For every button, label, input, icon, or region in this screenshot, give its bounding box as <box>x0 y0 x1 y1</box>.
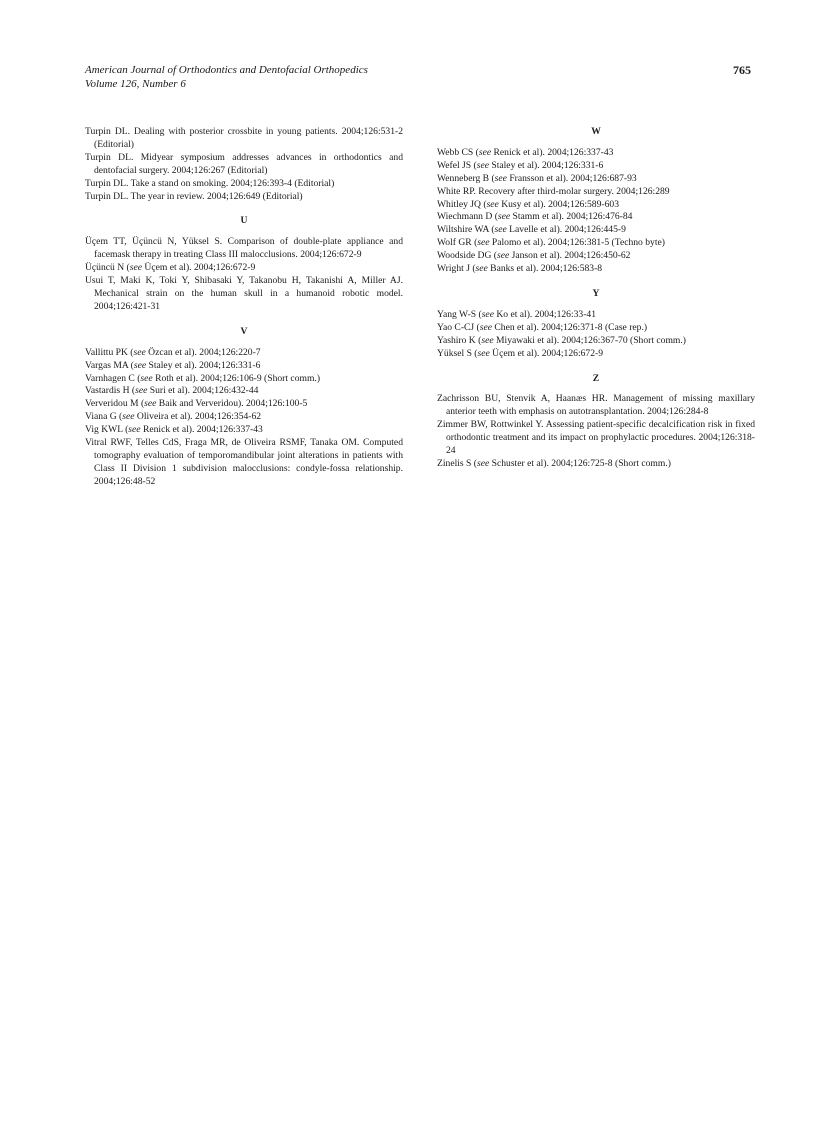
index-entry <box>437 309 755 322</box>
entry-text: Turpin DL. Take a stand on smoking. 2004;126:393-4 (Editorial) <box>85 177 335 189</box>
entry-text: Wefel JS ( <box>437 159 477 171</box>
section-letter: Z <box>592 372 600 384</box>
entry-text: Yashiro K ( <box>437 334 482 346</box>
see-reference: see <box>494 172 507 184</box>
index-entry <box>437 173 755 186</box>
see-reference: see <box>497 211 511 223</box>
entry-text: Banks et al). 2004;126:583-8 <box>487 263 603 275</box>
entry-text: Miyawaki et al). 2004;126:367-70 (Short comm.) <box>493 334 686 346</box>
section-letter: Y <box>592 287 600 299</box>
entry-text: Wenneberg B ( <box>437 172 495 184</box>
entry-text: Turpin DL. The year in review. 2004;126:649 (Editorial) <box>85 190 303 202</box>
entry-text: Varnhagen C ( <box>85 372 141 384</box>
entry-text: Vastardis H ( <box>85 385 136 397</box>
entry-text: Vig KWL ( <box>85 424 129 436</box>
index-entry <box>437 419 755 458</box>
index-entry <box>85 437 403 489</box>
index-entry <box>85 236 403 262</box>
index-entry <box>85 191 403 204</box>
entry-text: Wright J ( <box>437 263 476 275</box>
index-entry <box>437 393 755 419</box>
see-reference: see <box>496 250 510 262</box>
entry-text: Turpin DL. Midyear symposium addresses advances in orthodontics and dentofacial surgery. 2004;126:267 (Editorial) <box>85 151 403 176</box>
page-number: 765 <box>733 63 751 77</box>
left-column <box>85 126 403 489</box>
see-reference: see <box>133 346 146 358</box>
entry-text: Oliveira et al). 2004;126:354-62 <box>134 411 262 423</box>
entry-text: Webb CS ( <box>437 146 479 158</box>
index-entry <box>85 262 403 275</box>
entry-text: Yang W-S ( <box>437 308 482 320</box>
see-reference: see <box>478 146 492 158</box>
index-entry <box>437 322 755 335</box>
entry-text: Baik and Ververidou). 2004;126:100-5 <box>156 398 308 410</box>
see-reference: see <box>481 308 494 320</box>
entry-text: Chen et al). 2004;126:371-8 (Case rep.) <box>492 321 648 333</box>
index-entry <box>85 347 403 360</box>
entry-text: Zinelis S ( <box>437 457 477 469</box>
see-reference: see <box>475 263 488 275</box>
right-column <box>437 126 755 471</box>
entry-text: Vallittu PK ( <box>85 346 134 358</box>
index-entry <box>437 458 755 471</box>
index-entry <box>85 385 403 398</box>
see-reference: see <box>140 372 153 384</box>
volume-issue: Volume 126, Number 6 <box>85 78 186 90</box>
entry-text: Roth et al). 2004;126:106-9 (Short comm.) <box>152 372 321 384</box>
index-entry <box>85 424 403 437</box>
entry-text: Üçem et al). 2004;126:672-9 <box>489 347 603 359</box>
section-letter: U <box>240 215 248 227</box>
section-letter: V <box>240 325 248 337</box>
entry-text: Suri et al). 2004;126:432-44 <box>147 385 259 397</box>
entry-text: Özcan et al). 2004;126:220-7 <box>145 346 261 358</box>
index-entry <box>437 186 755 199</box>
entry-text: Wolf GR ( <box>437 237 478 249</box>
entry-text: Ko et al). 2004;126:33-41 <box>493 308 597 320</box>
running-header <box>85 63 368 91</box>
index-entry <box>85 373 403 386</box>
entry-text: Üçem et al). 2004;126:672-9 <box>142 262 256 274</box>
see-reference: see <box>477 347 490 359</box>
entry-text: Staley et al). 2004;126:331-6 <box>146 359 261 371</box>
see-reference: see <box>128 424 141 436</box>
see-reference: see <box>476 159 489 171</box>
index-entry <box>437 147 755 160</box>
entry-text: Zachrisson BU, Stenvik A, Haanæs HR. Management of missing maxillary anterior teeth with emphasis on autotransplantation. 2004;126:284-8 <box>437 393 755 418</box>
see-reference: see <box>144 398 157 410</box>
see-reference: see <box>476 457 490 469</box>
index-entry <box>437 250 755 263</box>
entry-text: Wiltshire WA ( <box>437 224 495 236</box>
entry-text: Lavelle et al). 2004;126:445-9 <box>506 224 626 236</box>
index-entry <box>85 275 403 314</box>
section-letter: W <box>591 126 601 137</box>
see-reference: see <box>481 334 494 346</box>
see-reference: see <box>122 411 135 423</box>
index-entry <box>85 178 403 191</box>
index-entry <box>437 160 755 173</box>
entry-text: Üçüncü N ( <box>85 262 130 274</box>
see-reference: see <box>479 321 492 333</box>
entry-text: Renick et al). 2004;126:337-43 <box>140 424 263 436</box>
see-reference: see <box>135 385 148 397</box>
journal-title: American Journal of Orthodontics and Dentofacial Orthopedics <box>85 64 368 76</box>
index-entry <box>437 263 755 276</box>
index-entry <box>437 348 755 361</box>
entry-text: Renick et al). 2004;126:337-43 <box>491 146 614 158</box>
entry-text: Vitral RWF, Telles CdS, Fraga MR, de Oliveira RSMF, Tanaka OM. Computed tomography evaluation of temporomandibular joint alterations in patients with Class II Division 1 subdivision malocclusions: condyle-fossa relationship. 2004;126:48-52 <box>85 437 403 487</box>
see-reference: see <box>494 224 507 236</box>
entry-text: Schuster et al). 2004;126:725-8 (Short comm.) <box>489 457 671 469</box>
see-reference: see <box>477 237 490 249</box>
entry-text: Palomo et al). 2004;126:381-5 (Techno byte) <box>489 237 665 249</box>
entry-text: Vargas MA ( <box>85 359 134 371</box>
entry-text: White RP. Recovery after third-molar surgery. 2004;126:289 <box>437 185 670 197</box>
entry-text: Woodside DG ( <box>437 250 497 262</box>
see-reference: see <box>133 359 147 371</box>
entry-text: Zimmer BW, Rottwinkel Y. Assessing patient-specific decalcification risk in fixed orthodontic treatment and its impact on prophylactic procedures. 2004;126:318-24 <box>437 419 755 457</box>
entry-text: Stamm et al). 2004;126:476-84 <box>510 211 633 223</box>
entry-text: Usui T, Maki K, Toki Y, Shibasaki Y, Takanobu H, Takanishi A, Miller AJ. Mechanical strain on the human skull in a humanoid robotic model. 2004;126:421-31 <box>85 275 403 312</box>
entry-text: Turpin DL. Dealing with posterior crossbite in young patients. 2004;126:531-2 (Editorial) <box>85 126 403 150</box>
entry-text: Whitley JQ ( <box>437 198 487 210</box>
index-entry <box>437 224 755 237</box>
index-entry <box>85 360 403 373</box>
entry-text: Kusy et al). 2004;126:589-603 <box>498 198 619 210</box>
entry-text: Viana G ( <box>85 411 123 423</box>
entry-text: Ververidou M ( <box>85 398 145 410</box>
entry-text: Staley et al). 2004;126:331-6 <box>488 159 604 171</box>
entry-text: Janson et al). 2004;126:450-62 <box>509 250 631 262</box>
index-entry <box>437 211 755 224</box>
index-entry <box>85 398 403 411</box>
index-entry <box>85 152 403 178</box>
entry-text: Üçem TT, Üçüncü N, Yüksel S. Comparison of double-plate appliance and facemask therapy in treating Class III malocclusions. 2004;126:672-9 <box>85 236 403 261</box>
index-entry <box>437 199 755 212</box>
see-reference: see <box>486 198 499 210</box>
entry-text: Wiechmann D ( <box>437 211 498 223</box>
entry-text: Yüksel S ( <box>437 347 478 359</box>
see-reference: see <box>129 262 143 274</box>
index-entry <box>85 126 403 152</box>
entry-text: Fransson et al). 2004;126:687-93 <box>506 172 637 184</box>
index-entry <box>437 237 755 250</box>
index-entry <box>85 411 403 424</box>
entry-text: Yao C-CJ ( <box>437 321 480 333</box>
index-entry <box>437 335 755 348</box>
